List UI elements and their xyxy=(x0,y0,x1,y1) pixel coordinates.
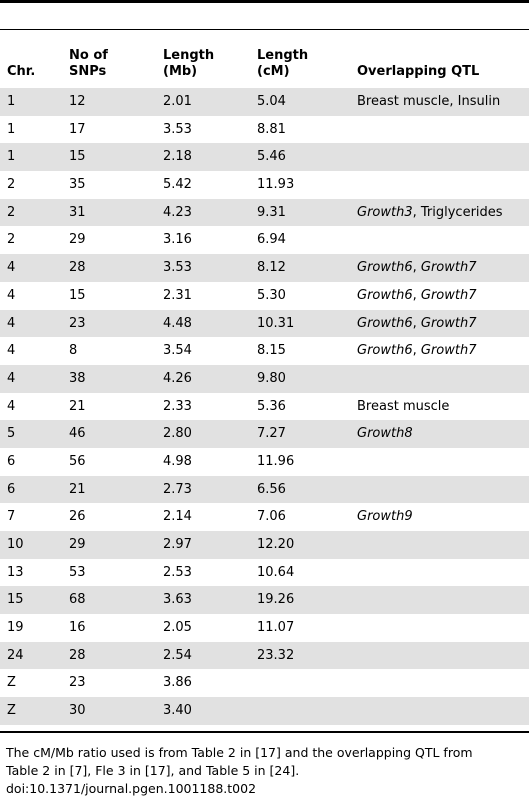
table-row xyxy=(0,226,529,254)
table-row xyxy=(0,669,529,697)
header-mb-line1: Length xyxy=(163,48,215,63)
cell-length-mb: 3.53 xyxy=(163,121,192,137)
cell-chr: 4 xyxy=(7,287,16,303)
cell-snps: 68 xyxy=(69,592,86,608)
header-length-mb xyxy=(163,48,214,80)
cell-length-cm: 8.81 xyxy=(257,121,286,137)
header-cm-line1: Length xyxy=(257,48,309,63)
cell-snps: 38 xyxy=(69,370,86,386)
table-row xyxy=(0,88,529,116)
cell-length-mb: 3.54 xyxy=(163,343,192,359)
cell-chr: 15 xyxy=(7,592,24,608)
cell-length-cm: 7.06 xyxy=(257,509,286,525)
cell-qtl xyxy=(357,343,477,358)
cell-length-cm: 8.12 xyxy=(257,260,286,276)
cell-length-cm: 5.46 xyxy=(257,149,286,165)
header-snps xyxy=(69,48,108,80)
footnote-line1: The cM/Mb ratio used is from Table 2 in [17] and the overlapping QTL from xyxy=(6,745,473,760)
cell-length-cm: 19.26 xyxy=(257,592,295,608)
cell-snps: 8 xyxy=(69,343,78,359)
cell-chr: 1 xyxy=(7,149,16,165)
qtl-italic-segment: Growth8 xyxy=(357,426,413,442)
cell-snps: 29 xyxy=(69,232,86,248)
cell-length-mb: 2.18 xyxy=(163,149,192,165)
cell-length-mb: 3.86 xyxy=(163,675,192,691)
footnote-doi: doi:10.1371/journal.pgen.1001188.t002 xyxy=(6,781,257,796)
qtl-segment: , xyxy=(412,343,421,359)
qtl-italic-segment: Growth6 xyxy=(357,260,413,276)
cell-length-cm: 7.27 xyxy=(257,426,286,442)
cell-snps: 26 xyxy=(69,509,86,525)
cell-length-cm: 5.30 xyxy=(257,287,286,303)
table-row xyxy=(0,116,529,144)
cell-snps: 35 xyxy=(69,177,86,193)
cell-chr: 2 xyxy=(7,177,16,193)
qtl-italic-segment: Growth7 xyxy=(420,260,477,276)
cell-chr: 4 xyxy=(7,398,16,414)
cell-snps: 15 xyxy=(69,149,86,165)
cell-length-mb: 3.63 xyxy=(163,592,192,608)
table-header xyxy=(0,30,529,88)
table-row xyxy=(0,559,529,587)
qtl-segment: , xyxy=(412,315,421,331)
cell-qtl xyxy=(357,426,413,441)
table-row xyxy=(0,614,529,642)
qtl-italic-segment: Growth6 xyxy=(357,343,413,359)
table-row xyxy=(0,337,529,365)
header-cm-line2: (cM) xyxy=(257,64,290,79)
qtl-segment: Breast muscle xyxy=(357,398,450,414)
qtl-italic-segment: Growth7 xyxy=(420,315,477,331)
cell-chr: 6 xyxy=(7,453,16,469)
cell-snps: 31 xyxy=(69,204,86,220)
cell-length-cm: 5.04 xyxy=(257,94,286,109)
cell-length-mb: 2.73 xyxy=(163,481,192,497)
cell-length-cm: 10.64 xyxy=(257,564,295,580)
table-row xyxy=(0,476,529,504)
cell-length-mb: 3.53 xyxy=(163,260,192,276)
cell-snps: 21 xyxy=(69,398,86,414)
cell-chr: Z xyxy=(7,675,16,691)
cell-chr: 2 xyxy=(7,204,16,220)
table-row xyxy=(0,254,529,282)
table-row xyxy=(0,503,529,531)
table-row xyxy=(0,282,529,310)
cell-length-cm: 5.36 xyxy=(257,398,286,414)
cell-chr: 6 xyxy=(7,481,16,497)
cell-length-cm: 6.56 xyxy=(257,481,286,497)
cell-length-cm: 8.15 xyxy=(257,343,286,359)
cell-snps: 28 xyxy=(69,260,86,276)
header-chr: Chr. xyxy=(7,64,36,79)
cell-chr: 19 xyxy=(7,620,24,636)
cell-length-mb: 2.80 xyxy=(163,426,192,442)
cell-chr: 4 xyxy=(7,315,16,331)
cell-chr: 7 xyxy=(7,509,16,525)
table-top-rule xyxy=(0,0,529,3)
table-row xyxy=(0,531,529,559)
cell-length-cm: 11.93 xyxy=(257,177,295,193)
header-snps-line1: No of xyxy=(69,48,108,63)
table-body xyxy=(0,88,529,725)
cell-chr: 4 xyxy=(7,343,16,359)
header-length-cm xyxy=(257,48,308,80)
cell-chr: 1 xyxy=(7,121,16,137)
cell-length-cm: 12.20 xyxy=(257,537,295,552)
cell-snps: 15 xyxy=(69,287,86,303)
cell-snps: 16 xyxy=(69,620,86,636)
header-qtl: Overlapping QTL xyxy=(357,64,480,79)
cell-length-mb: 2.14 xyxy=(163,509,192,525)
cell-snps: 28 xyxy=(69,647,86,663)
qtl-segment: , Triglycerides xyxy=(412,204,503,220)
cell-qtl xyxy=(357,260,477,275)
qtl-italic-segment: Growth6 xyxy=(357,287,413,303)
cell-qtl xyxy=(357,205,503,220)
header-snps-line2: SNPs xyxy=(69,64,107,79)
table-row xyxy=(0,642,529,670)
table-row xyxy=(0,143,529,171)
cell-length-mb: 4.23 xyxy=(163,204,192,220)
cell-length-cm: 9.80 xyxy=(257,370,286,386)
cell-length-mb: 4.48 xyxy=(163,315,192,331)
qtl-italic-segment: Growth7 xyxy=(420,287,477,303)
cell-chr: 2 xyxy=(7,232,16,248)
cell-qtl xyxy=(357,509,413,524)
cell-length-mb: 2.31 xyxy=(163,287,192,303)
cell-chr: 13 xyxy=(7,564,24,580)
cell-qtl xyxy=(357,399,449,414)
cell-snps: 53 xyxy=(69,564,86,580)
header-mb-line2: (Mb) xyxy=(163,64,198,79)
cell-snps: 12 xyxy=(69,94,86,109)
cell-qtl xyxy=(357,316,477,331)
qtl-segment: , xyxy=(412,287,421,303)
cell-length-mb: 3.16 xyxy=(163,232,192,248)
cell-chr: 24 xyxy=(7,647,24,663)
table-bottom-rule xyxy=(0,731,529,733)
table-row xyxy=(0,310,529,338)
cell-snps: 46 xyxy=(69,426,86,442)
cell-length-mb: 2.97 xyxy=(163,537,192,552)
qtl-segment: , xyxy=(412,260,421,276)
cell-length-cm: 10.31 xyxy=(257,315,295,331)
cell-snps: 23 xyxy=(69,675,86,691)
cell-snps: 17 xyxy=(69,121,86,137)
cell-length-cm: 11.96 xyxy=(257,453,295,469)
cell-length-mb: 2.33 xyxy=(163,398,192,414)
cell-snps: 30 xyxy=(69,703,86,719)
qtl-segment: Breast muscle, Insulin xyxy=(357,94,501,109)
table-row xyxy=(0,393,529,421)
cell-length-mb: 5.42 xyxy=(163,177,192,193)
cell-length-cm: 9.31 xyxy=(257,204,286,220)
cell-chr: 1 xyxy=(7,94,16,109)
table-row xyxy=(0,448,529,476)
table-footnote xyxy=(6,744,526,798)
cell-length-mb: 2.54 xyxy=(163,647,192,663)
qtl-italic-segment: Growth6 xyxy=(357,315,413,331)
cell-length-cm: 23.32 xyxy=(257,647,295,663)
cell-length-mb: 2.01 xyxy=(163,94,192,109)
cell-snps: 29 xyxy=(69,537,86,552)
cell-length-cm: 11.07 xyxy=(257,620,295,636)
table-row xyxy=(0,697,529,725)
qtl-italic-segment: Growth7 xyxy=(420,343,477,359)
footnote-line2: Table 2 in [7], Fle 3 in [17], and Table 5 in [24]. xyxy=(6,763,300,778)
cell-chr: Z xyxy=(7,703,16,719)
cell-snps: 56 xyxy=(69,453,86,469)
qtl-italic-segment: Growth3 xyxy=(357,204,413,220)
cell-length-mb: 4.98 xyxy=(163,453,192,469)
cell-length-mb: 4.26 xyxy=(163,370,192,386)
cell-qtl xyxy=(357,288,477,303)
table-row xyxy=(0,199,529,227)
table-row xyxy=(0,586,529,614)
cell-length-mb: 3.40 xyxy=(163,703,192,719)
qtl-italic-segment: Growth9 xyxy=(357,509,413,525)
table-row xyxy=(0,171,529,199)
cell-chr: 10 xyxy=(7,537,24,552)
cell-chr: 4 xyxy=(7,370,16,386)
cell-chr: 4 xyxy=(7,260,16,276)
cell-chr: 5 xyxy=(7,426,16,442)
cell-qtl xyxy=(357,94,500,109)
cell-snps: 23 xyxy=(69,315,86,331)
cell-length-mb: 2.05 xyxy=(163,620,192,636)
cell-length-cm: 6.94 xyxy=(257,232,286,248)
table-row xyxy=(0,365,529,393)
cell-snps: 21 xyxy=(69,481,86,497)
table-row xyxy=(0,420,529,448)
cell-length-mb: 2.53 xyxy=(163,564,192,580)
